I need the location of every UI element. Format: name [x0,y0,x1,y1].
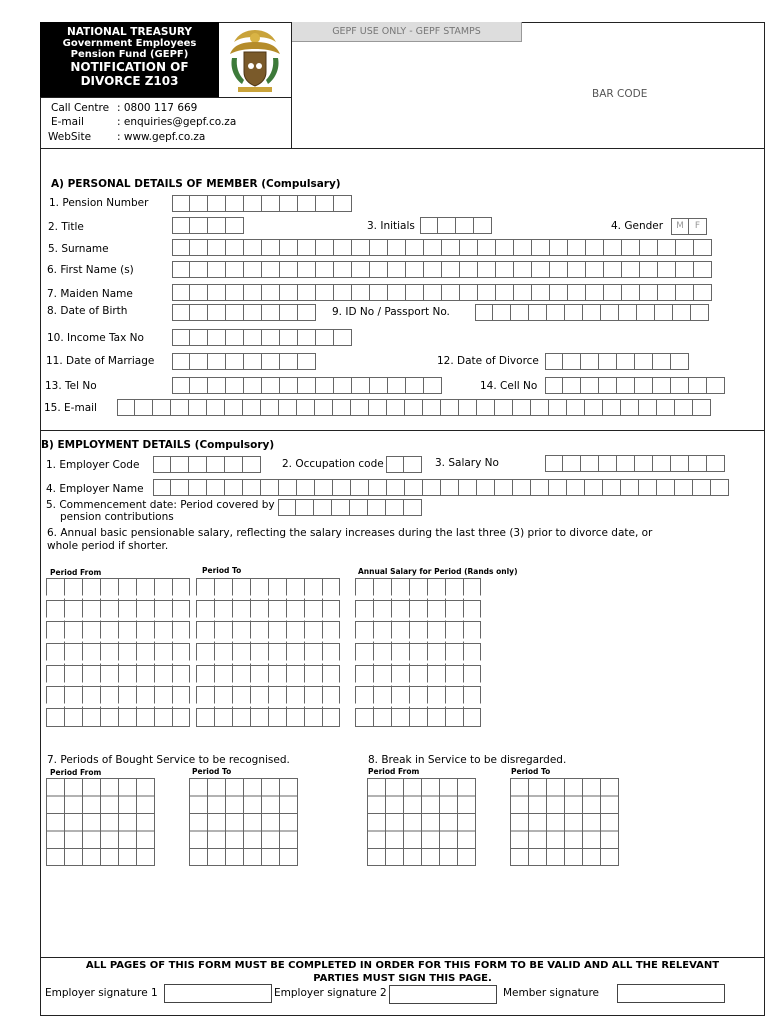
dept-line1: NATIONAL TREASURY [66,26,193,38]
first-name-label: 6. First Name (s) [47,264,134,276]
income-tax-input[interactable] [172,329,352,348]
salary-history-grid[interactable] [46,578,486,734]
cell-no-label: 14. Cell No [480,380,538,392]
website-value: : www.gepf.co.za [117,131,206,143]
contact-divider [40,97,291,98]
first-name-input[interactable] [172,261,712,280]
salary-period-to-header: Period To [202,566,242,575]
employer-signature-2-field[interactable] [389,985,497,1004]
dob-input[interactable] [172,304,316,323]
header-bottom-line [40,148,765,149]
employer-signature-1-field[interactable] [164,984,272,1003]
annual-salary-note-2: whole period if shorter. [47,540,169,552]
commencement-label-2: pension contributions [60,511,174,523]
date-divorce-label: 12. Date of Divorce [437,355,539,367]
employer-name-input[interactable] [153,479,729,498]
commencement-label-1: 5. Commencement date: Period covered by [46,499,275,511]
gender-input[interactable] [671,218,707,235]
income-tax-label: 10. Income Tax No [47,332,144,344]
dept-line2: Government Employees [62,38,197,49]
employer-signature-1-label: Employer signature 1 [45,987,158,999]
surname-label: 5. Surname [48,243,109,255]
footer-notice-line2: PARTIES MUST SIGN THIS PAGE. [313,972,492,984]
email-field-label: 15. E-mail [44,402,97,414]
stamp-label-bar [292,22,522,42]
call-centre-value: : 0800 117 669 [117,102,198,114]
title-input[interactable] [172,217,244,236]
cell-no-input[interactable] [545,377,725,396]
member-signature-field[interactable] [617,984,725,1003]
initials-label: 3. Initials [367,220,415,232]
website-label: WebSite [48,131,92,143]
occupation-code-input[interactable] [386,456,422,475]
section-b-title: B) EMPLOYMENT DETAILS (Compulsory) [41,439,275,451]
footer-top-line [40,957,765,958]
dob-label: 8. Date of Birth [47,305,128,317]
bought-period-from-header: Period From [50,768,102,777]
maiden-name-label: 7. Maiden Name [47,288,133,300]
break-period-to-header: Period To [511,767,551,776]
employer-code-label: 1. Employer Code [46,459,140,471]
annual-salary-note-1: 6. Annual basic pensionable salary, reflecting the salary increases during the last three (3) prior to divorce date, or [47,527,653,539]
date-marriage-input[interactable] [172,353,316,372]
header-title-block [40,22,219,97]
email-field-input[interactable] [117,399,711,418]
date-divorce-input[interactable] [545,353,689,372]
section-a-bottom-line [40,430,765,431]
pension-number-input[interactable] [172,195,352,214]
id-no-input[interactable] [475,304,709,323]
salary-no-label: 3. Salary No [435,457,499,469]
tel-no-label: 13. Tel No [45,380,97,392]
employer-name-label: 4. Employer Name [46,483,144,495]
call-centre-label: Call Centre [51,102,110,114]
title-label: 2. Title [48,221,84,233]
maiden-name-input[interactable] [172,284,712,303]
employer-signature-2-label: Employer signature 2 [274,987,387,999]
footer-notice-line1: ALL PAGES OF THIS FORM MUST BE COMPLETED IN ORDER FOR THIS FORM TO BE VALID AND ALL THE RELEVANT [85,960,720,971]
commencement-input[interactable] [278,499,422,518]
form-title-1: NOTIFICATION OF [70,60,189,74]
stamp-label: GEPF USE ONLY - GEPF STAMPS [332,26,481,37]
annual-salary-header: Annual Salary for Period (Rands only) [358,567,518,576]
salary-period-from-header: Period From [50,568,102,577]
surname-input[interactable] [172,239,712,258]
salary-no-input[interactable] [545,455,725,474]
break-service-label: 8. Break in Service to be disregarded. [368,754,567,766]
coat-of-arms-icon [224,24,286,94]
email-value: : enquiries@gepf.co.za [117,116,237,128]
pension-number-label: 1. Pension Number [49,197,149,209]
member-signature-label: Member signature [503,987,599,999]
dept-line3: Pension Fund (GEPF) [70,49,189,60]
section-a-title: A) PERSONAL DETAILS OF MEMBER (Compulsary) [51,178,341,190]
break-period-from-header: Period From [368,767,420,776]
occupation-code-label: 2. Occupation code [282,458,384,470]
tel-no-input[interactable] [172,377,442,396]
id-no-label: 9. ID No / Passport No. [332,306,450,318]
employer-code-input[interactable] [153,456,261,475]
email-label: E-mail [51,116,84,128]
gender-m-option[interactable]: M [671,218,689,235]
bought-service-grid[interactable] [46,778,626,872]
footer-notice [40,960,765,985]
bought-period-to-header: Period To [192,767,232,776]
gender-f-option[interactable]: F [689,218,707,235]
bought-service-label: 7. Periods of Bought Service to be recognised. [47,754,290,766]
form-title-2: DIVORCE Z103 [80,74,179,88]
stamp-area-divider [291,22,292,148]
gender-label: 4. Gender [611,220,664,232]
barcode-label: BAR CODE [592,88,648,100]
initials-input[interactable] [420,217,492,236]
date-marriage-label: 11. Date of Marriage [46,355,155,367]
